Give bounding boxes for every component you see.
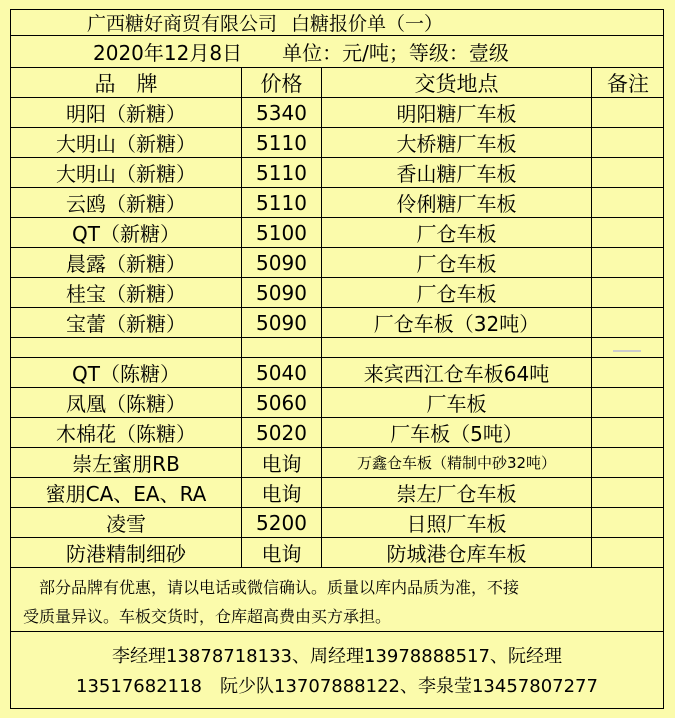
- price-cell: [242, 338, 322, 357]
- price-cell: 5200: [242, 508, 322, 537]
- remarks-cell: [592, 538, 664, 567]
- note-block: [11, 570, 663, 632]
- table-row: [11, 158, 663, 188]
- brand-cell: 木棉花（陈糖）: [11, 418, 242, 447]
- column-header-row: [11, 68, 663, 98]
- price-cell: 5100: [242, 218, 322, 247]
- table-row: [11, 278, 663, 308]
- location-cell: 厂仓车板（32吨）: [322, 308, 592, 337]
- location-cell: 防城港仓库车板: [322, 538, 592, 567]
- date-cell: [11, 36, 663, 67]
- location-cell: 伶俐糖厂车板: [322, 188, 592, 217]
- brand-cell: 崇左蜜朋RB: [11, 448, 242, 477]
- price-cell: 5020: [242, 418, 322, 447]
- location-cell: 明阳糖厂车板: [322, 98, 592, 127]
- brand-cell: 大明山（新糖）: [11, 128, 242, 157]
- table-row: [11, 478, 663, 508]
- price-cell: 5090: [242, 308, 322, 337]
- price-cell: 5110: [242, 128, 322, 157]
- price-cell: 电询: [242, 478, 322, 507]
- brand-cell: 蜜朋CA、EA、RA: [11, 478, 242, 507]
- price-cell: 5340: [242, 98, 322, 127]
- price-cell: 电询: [242, 538, 322, 567]
- remarks-cell: [592, 158, 664, 187]
- brand-cell: 云鸥（新糖）: [11, 188, 242, 217]
- location-cell: 大桥糖厂车板: [322, 128, 592, 157]
- table-row: [11, 388, 663, 418]
- location-cell: 万鑫仓车板（精制中砂32吨）: [322, 448, 592, 477]
- title-row: [11, 10, 663, 36]
- brand-cell: 宝蕾（新糖）: [11, 308, 242, 337]
- table-row: [11, 248, 663, 278]
- table-row: [11, 538, 663, 568]
- remarks-cell: [592, 388, 664, 417]
- contact-block: [11, 632, 663, 709]
- contact-line-1: 李经理13878718133、周经理13978888517、阮经理: [112, 646, 562, 667]
- location-cell: 厂仓车板: [322, 218, 592, 247]
- remarks-cell: [592, 358, 664, 387]
- col-header-location: 交货地点: [322, 68, 592, 97]
- brand-cell: QT（陈糖）: [11, 358, 242, 387]
- remarks-cell: [592, 98, 664, 127]
- quote-date: 2020年12月8日: [93, 41, 243, 65]
- price-cell: 5110: [242, 188, 322, 217]
- doc-title: 白糖报价单（一）: [291, 13, 444, 35]
- remarks-cell: [592, 128, 664, 157]
- table-row: [11, 448, 663, 478]
- location-cell: 厂仓车板: [322, 248, 592, 277]
- remarks-cell: [592, 218, 664, 247]
- col-header-price: 价格: [242, 68, 322, 97]
- brand-cell: 明阳（新糖）: [11, 98, 242, 127]
- location-cell: 厂仓车板: [322, 278, 592, 307]
- table-row: [11, 418, 663, 448]
- remarks-cell: [592, 508, 664, 537]
- col-header-remarks: 备注: [607, 71, 649, 96]
- location-cell: [322, 338, 592, 357]
- remarks-cell: [592, 188, 664, 217]
- stray-mark: [613, 350, 641, 352]
- table-row: [11, 218, 663, 248]
- note-line-2: 受质量异议。车板交货时，仓库超高费由买方承担。: [23, 607, 392, 626]
- remarks-cell: [592, 308, 664, 337]
- table-row: [11, 358, 663, 388]
- brand-cell: QT（新糖）: [11, 218, 242, 247]
- location-cell: 来宾西江仓车板64吨: [322, 358, 592, 387]
- location-cell: 厂车板（5吨）: [322, 418, 592, 447]
- remarks-cell: [592, 248, 664, 277]
- brand-cell: 凤凰（陈糖）: [11, 388, 242, 417]
- remarks-cell: [592, 418, 664, 447]
- brand-cell: 凌雪: [11, 508, 242, 537]
- col-header-brand: 品 牌: [11, 68, 242, 97]
- location-cell: 日照厂车板: [322, 508, 592, 537]
- brand-cell: [11, 338, 242, 357]
- price-cell: 电询: [242, 448, 322, 477]
- price-cell: 5060: [242, 388, 322, 417]
- remarks-cell: [592, 478, 664, 507]
- table-row: [11, 308, 663, 338]
- table-row: [11, 188, 663, 218]
- brand-cell: 桂宝（新糖）: [11, 278, 242, 307]
- location-cell: 香山糖厂车板: [322, 158, 592, 187]
- location-cell: 崇左厂仓车板: [322, 478, 592, 507]
- title-cell: [11, 10, 663, 35]
- company-name: 广西糖好商贸有限公司: [87, 13, 278, 35]
- brand-cell: 晨露（新糖）: [11, 248, 242, 277]
- remarks-cell: [592, 338, 664, 357]
- brand-cell: 防港精制细砂: [11, 538, 242, 567]
- table-row: [11, 98, 663, 128]
- remarks-cell: [592, 448, 664, 477]
- remarks-cell: [592, 278, 664, 307]
- price-cell: 5090: [242, 278, 322, 307]
- price-cell: 5110: [242, 158, 322, 187]
- table-row: [11, 508, 663, 538]
- price-cell: 5090: [242, 248, 322, 277]
- location-cell: 厂车板: [322, 388, 592, 417]
- brand-cell: 大明山（新糖）: [11, 158, 242, 187]
- note-line-1: 部分品牌有优惠，请以电话或微信确认。质量以库内品质为准，不接: [23, 578, 520, 597]
- price-cell: 5040: [242, 358, 322, 387]
- unit-grade: 单位：元/吨；等级：壹级: [282, 41, 509, 65]
- table-row: [11, 338, 663, 358]
- contact-line-2: 13517682118 阮少队13707888122、李泉莹13457807277: [76, 676, 598, 697]
- date-row: [11, 36, 663, 68]
- sheet-frame: [10, 9, 664, 709]
- table-row: [11, 128, 663, 158]
